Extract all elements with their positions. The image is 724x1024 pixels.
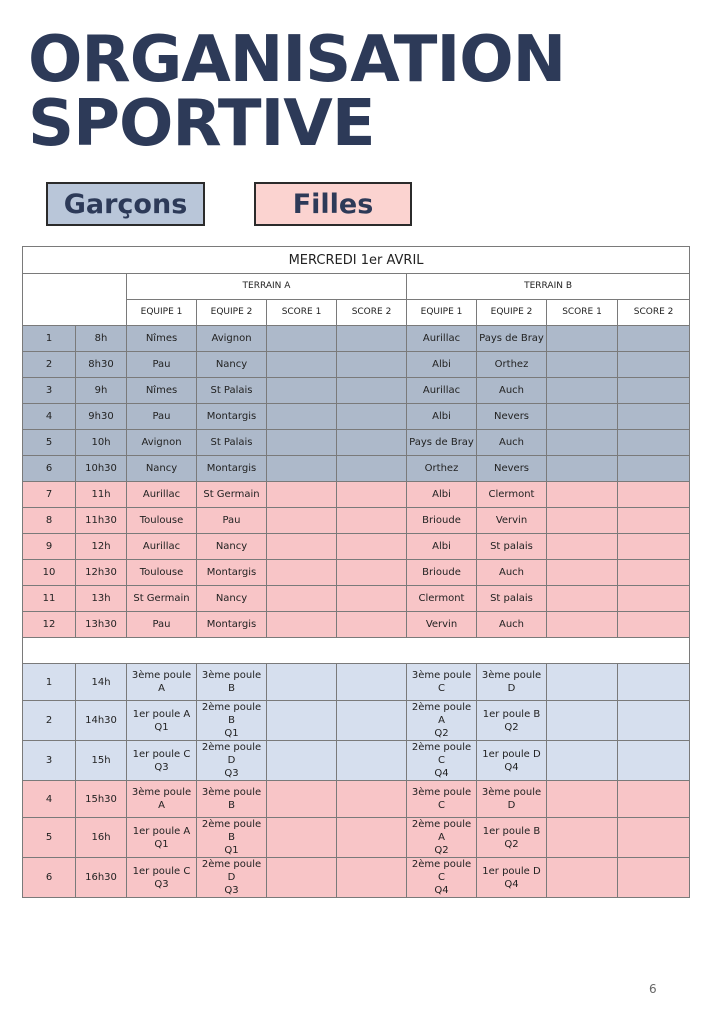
team-label: 3ème poule D: [481, 787, 542, 811]
qualifier-label: Q2: [504, 838, 519, 850]
team-cell: Auch: [477, 430, 547, 456]
score-cell[interactable]: [337, 858, 407, 898]
team-cell: Clermont: [407, 586, 477, 612]
team-label: 3ème poule B: [201, 787, 262, 811]
team-cell: [407, 781, 477, 818]
team-label: 3ème poule A: [131, 787, 192, 811]
match-time: 9h: [76, 378, 127, 404]
team-cell: [127, 741, 197, 781]
match-time: 15h: [76, 741, 127, 781]
match-time: 13h: [76, 586, 127, 612]
qualifier-label: Q2: [504, 721, 519, 733]
qualifier-label: Q1: [224, 845, 239, 856]
match-number: 5: [23, 818, 76, 858]
score-cell[interactable]: [618, 612, 690, 638]
column-header: SCORE 2: [618, 300, 690, 326]
match-time: 9h30: [76, 404, 127, 430]
table-row: [23, 612, 690, 638]
team-cell: Albi: [407, 482, 477, 508]
team-cell: [477, 664, 547, 701]
score-cell[interactable]: [267, 664, 337, 701]
team-cell: Nîmes: [127, 378, 197, 404]
team-cell: Nancy: [197, 352, 267, 378]
team-cell: Aurillac: [407, 378, 477, 404]
table-row: [23, 818, 690, 858]
team-cell: [477, 858, 547, 898]
score-cell[interactable]: [337, 352, 407, 378]
score-cell[interactable]: [267, 818, 337, 858]
page-title: [28, 23, 566, 161]
team-cell: Aurillac: [127, 482, 197, 508]
schedule-table: [22, 246, 690, 898]
qualifier-label: Q1: [154, 838, 169, 850]
table-row: [23, 456, 690, 482]
team-cell: Pau: [127, 404, 197, 430]
score-cell[interactable]: [547, 404, 618, 430]
page-number: 6: [649, 982, 657, 996]
score-cell[interactable]: [267, 352, 337, 378]
match-number: 1: [23, 326, 76, 352]
score-cell[interactable]: [547, 560, 618, 586]
column-header: SCORE 1: [267, 300, 337, 326]
score-cell[interactable]: [547, 701, 618, 741]
qualifier-label: Q3: [154, 761, 169, 773]
match-number: 5: [23, 430, 76, 456]
team-cell: Orthez: [407, 456, 477, 482]
table-row: [23, 781, 690, 818]
match-number: 12: [23, 612, 76, 638]
score-cell[interactable]: [618, 404, 690, 430]
column-header: EQUIPE 1: [407, 300, 477, 326]
match-time: 12h30: [76, 560, 127, 586]
score-cell[interactable]: [618, 664, 690, 701]
team-cell: Auch: [477, 378, 547, 404]
score-cell[interactable]: [618, 858, 690, 898]
team-cell: Pays de Bray: [477, 326, 547, 352]
team-cell: St palais: [477, 534, 547, 560]
table-row: [23, 404, 690, 430]
team-cell: [127, 664, 197, 701]
team-cell: [127, 818, 197, 858]
score-cell[interactable]: [618, 378, 690, 404]
team-cell: Nancy: [127, 456, 197, 482]
legend-girls: Filles: [254, 182, 412, 226]
match-number: 10: [23, 560, 76, 586]
match-time: 15h30: [76, 781, 127, 818]
match-time: 13h30: [76, 612, 127, 638]
team-cell: St Palais: [197, 430, 267, 456]
team-cell: St Palais: [197, 378, 267, 404]
team-cell: [197, 818, 267, 858]
team-cell: Vervin: [407, 612, 477, 638]
score-cell[interactable]: [337, 326, 407, 352]
team-cell: St Germain: [127, 586, 197, 612]
qualifier-label: Q3: [154, 878, 169, 890]
team-cell: [477, 818, 547, 858]
title-line-2: SPORTIVE: [28, 87, 375, 161]
score-cell[interactable]: [547, 664, 618, 701]
legend-boys: Garçons: [46, 182, 205, 226]
score-cell[interactable]: [337, 741, 407, 781]
score-cell[interactable]: [547, 352, 618, 378]
team-cell: Brioude: [407, 560, 477, 586]
score-cell[interactable]: [547, 378, 618, 404]
match-time: 12h: [76, 534, 127, 560]
score-cell[interactable]: [618, 701, 690, 741]
team-cell: Clermont: [477, 482, 547, 508]
team-cell: Montargis: [197, 560, 267, 586]
score-cell[interactable]: [618, 482, 690, 508]
field-a-header: TERRAIN A: [127, 274, 407, 300]
match-time: 16h30: [76, 858, 127, 898]
match-number: 11: [23, 586, 76, 612]
team-cell: Orthez: [477, 352, 547, 378]
qualifier-label: Q3: [224, 768, 239, 779]
team-cell: [127, 858, 197, 898]
match-time: 8h: [76, 326, 127, 352]
team-cell: Nevers: [477, 404, 547, 430]
match-number: 3: [23, 741, 76, 781]
qualifier-label: Q4: [434, 768, 449, 779]
team-label: 1er poule D: [482, 748, 541, 760]
team-cell: [407, 741, 477, 781]
team-cell: [127, 781, 197, 818]
score-cell[interactable]: [337, 612, 407, 638]
score-cell[interactable]: [547, 456, 618, 482]
score-cell[interactable]: [337, 482, 407, 508]
score-cell[interactable]: [267, 586, 337, 612]
table-row: [23, 326, 690, 352]
score-cell[interactable]: [618, 781, 690, 818]
team-label: 1er poule A: [132, 825, 191, 837]
team-cell: [197, 858, 267, 898]
score-cell[interactable]: [267, 741, 337, 781]
team-cell: Nevers: [477, 456, 547, 482]
team-cell: Toulouse: [127, 560, 197, 586]
column-header: EQUIPE 1: [127, 300, 197, 326]
field-b-header: TERRAIN B: [407, 274, 690, 300]
team-cell: Pau: [127, 612, 197, 638]
qualifier-label: Q1: [154, 721, 169, 733]
score-cell[interactable]: [337, 508, 407, 534]
qualifier-label: Q2: [434, 728, 449, 739]
team-label: 3ème poule A: [131, 670, 192, 694]
team-cell: Auch: [477, 560, 547, 586]
team-label: 3ème poule C: [411, 670, 472, 694]
title-line-1: ORGANISATION: [28, 23, 566, 97]
score-cell[interactable]: [618, 430, 690, 456]
match-number: 7: [23, 482, 76, 508]
team-label: 2ème poule A: [411, 819, 472, 843]
team-label: 2ème poule D: [201, 742, 262, 766]
score-cell[interactable]: [547, 586, 618, 612]
score-cell[interactable]: [547, 326, 618, 352]
team-label: 2ème poule C: [411, 859, 472, 883]
column-header: EQUIPE 2: [477, 300, 547, 326]
team-label: 3ème poule D: [481, 670, 542, 694]
table-row: [23, 534, 690, 560]
score-cell[interactable]: [267, 858, 337, 898]
team-cell: Auch: [477, 612, 547, 638]
score-cell[interactable]: [337, 560, 407, 586]
match-number: 3: [23, 378, 76, 404]
score-cell[interactable]: [618, 352, 690, 378]
score-cell[interactable]: [618, 456, 690, 482]
match-time: 14h: [76, 664, 127, 701]
score-cell[interactable]: [267, 508, 337, 534]
table-row: [23, 560, 690, 586]
score-cell[interactable]: [547, 534, 618, 560]
team-cell: Avignon: [127, 430, 197, 456]
match-number: 8: [23, 508, 76, 534]
team-cell: Nancy: [197, 534, 267, 560]
qualifier-label: Q4: [504, 761, 519, 773]
qualifier-label: Q3: [224, 885, 239, 896]
score-cell[interactable]: [547, 612, 618, 638]
score-cell[interactable]: [337, 430, 407, 456]
team-cell: [407, 701, 477, 741]
match-time: 14h30: [76, 701, 127, 741]
team-cell: Nancy: [197, 586, 267, 612]
score-cell[interactable]: [267, 456, 337, 482]
score-cell[interactable]: [618, 560, 690, 586]
team-cell: [197, 701, 267, 741]
match-number: 4: [23, 781, 76, 818]
score-cell[interactable]: [547, 741, 618, 781]
score-cell[interactable]: [618, 326, 690, 352]
table-row: [23, 508, 690, 534]
team-label: 2ème poule D: [201, 859, 262, 883]
table-row: [23, 430, 690, 456]
score-cell[interactable]: [267, 404, 337, 430]
qualifier-label: Q1: [224, 728, 239, 739]
team-label: 1er poule A: [132, 708, 191, 720]
match-number: 2: [23, 352, 76, 378]
score-cell[interactable]: [267, 534, 337, 560]
team-cell: [127, 701, 197, 741]
score-cell[interactable]: [267, 482, 337, 508]
match-number: 9: [23, 534, 76, 560]
table-row: [23, 701, 690, 741]
score-cell[interactable]: [337, 701, 407, 741]
team-cell: [477, 701, 547, 741]
column-header: EQUIPE 2: [197, 300, 267, 326]
score-cell[interactable]: [547, 781, 618, 818]
team-cell: Pau: [127, 352, 197, 378]
table-row: [23, 664, 690, 701]
match-time: 11h: [76, 482, 127, 508]
match-number: 6: [23, 858, 76, 898]
team-cell: Montargis: [197, 404, 267, 430]
team-cell: Nîmes: [127, 326, 197, 352]
match-number: 2: [23, 701, 76, 741]
team-cell: Albi: [407, 352, 477, 378]
team-label: 1er poule B: [482, 708, 541, 720]
team-label: 1er poule B: [482, 825, 541, 837]
team-label: 2ème poule C: [411, 742, 472, 766]
team-cell: Avignon: [197, 326, 267, 352]
team-label: 1er poule D: [482, 865, 541, 877]
match-time: 16h: [76, 818, 127, 858]
team-cell: [197, 664, 267, 701]
table-row: [23, 352, 690, 378]
score-cell[interactable]: [337, 781, 407, 818]
score-cell[interactable]: [547, 508, 618, 534]
score-cell[interactable]: [618, 534, 690, 560]
team-cell: [477, 781, 547, 818]
score-cell[interactable]: [267, 378, 337, 404]
team-cell: [407, 858, 477, 898]
qualifier-label: Q4: [434, 885, 449, 896]
score-cell[interactable]: [618, 508, 690, 534]
match-time: 10h: [76, 430, 127, 456]
score-cell[interactable]: [267, 612, 337, 638]
score-cell[interactable]: [337, 456, 407, 482]
team-cell: Aurillac: [407, 326, 477, 352]
team-cell: [407, 664, 477, 701]
score-cell[interactable]: [337, 404, 407, 430]
score-cell[interactable]: [618, 818, 690, 858]
team-cell: Vervin: [477, 508, 547, 534]
team-cell: St Germain: [197, 482, 267, 508]
team-cell: [477, 741, 547, 781]
team-cell: Toulouse: [127, 508, 197, 534]
qualifier-label: Q4: [504, 878, 519, 890]
team-cell: Aurillac: [127, 534, 197, 560]
team-cell: Montargis: [197, 456, 267, 482]
score-cell[interactable]: [337, 378, 407, 404]
header-blank: [23, 274, 127, 326]
column-header: SCORE 2: [337, 300, 407, 326]
score-cell[interactable]: [267, 326, 337, 352]
score-cell[interactable]: [337, 664, 407, 701]
team-cell: Pays de Bray: [407, 430, 477, 456]
score-cell[interactable]: [337, 818, 407, 858]
team-label: 2ème poule A: [411, 702, 472, 726]
team-cell: St palais: [477, 586, 547, 612]
team-label: 1er poule C: [132, 748, 191, 760]
team-label: 3ème poule B: [201, 670, 262, 694]
table-row: [23, 586, 690, 612]
table-row: [23, 378, 690, 404]
team-cell: [197, 741, 267, 781]
team-cell: Pau: [197, 508, 267, 534]
separator-cell: [23, 638, 690, 664]
score-cell[interactable]: [267, 430, 337, 456]
score-cell[interactable]: [547, 430, 618, 456]
match-number: 4: [23, 404, 76, 430]
score-cell[interactable]: [547, 858, 618, 898]
team-label: 1er poule C: [132, 865, 191, 877]
score-cell[interactable]: [618, 741, 690, 781]
column-header: SCORE 1: [547, 300, 618, 326]
day-header: MERCREDI 1er AVRIL: [23, 247, 690, 274]
match-time: 11h30: [76, 508, 127, 534]
team-cell: Albi: [407, 534, 477, 560]
team-label: 2ème poule B: [201, 819, 262, 843]
table-row: [23, 741, 690, 781]
table-row: [23, 482, 690, 508]
score-cell[interactable]: [267, 560, 337, 586]
team-cell: [197, 781, 267, 818]
match-time: 10h30: [76, 456, 127, 482]
match-number: 1: [23, 664, 76, 701]
table-row: [23, 858, 690, 898]
separator-row: [23, 638, 690, 664]
match-time: 8h30: [76, 352, 127, 378]
score-cell[interactable]: [337, 586, 407, 612]
score-cell[interactable]: [547, 818, 618, 858]
team-label: 3ème poule C: [411, 787, 472, 811]
score-cell[interactable]: [267, 701, 337, 741]
score-cell[interactable]: [547, 482, 618, 508]
team-cell: Montargis: [197, 612, 267, 638]
score-cell[interactable]: [267, 781, 337, 818]
team-label: 2ème poule B: [201, 702, 262, 726]
qualifier-label: Q2: [434, 845, 449, 856]
score-cell[interactable]: [618, 586, 690, 612]
score-cell[interactable]: [337, 534, 407, 560]
team-cell: Albi: [407, 404, 477, 430]
team-cell: [407, 818, 477, 858]
team-cell: Brioude: [407, 508, 477, 534]
match-number: 6: [23, 456, 76, 482]
